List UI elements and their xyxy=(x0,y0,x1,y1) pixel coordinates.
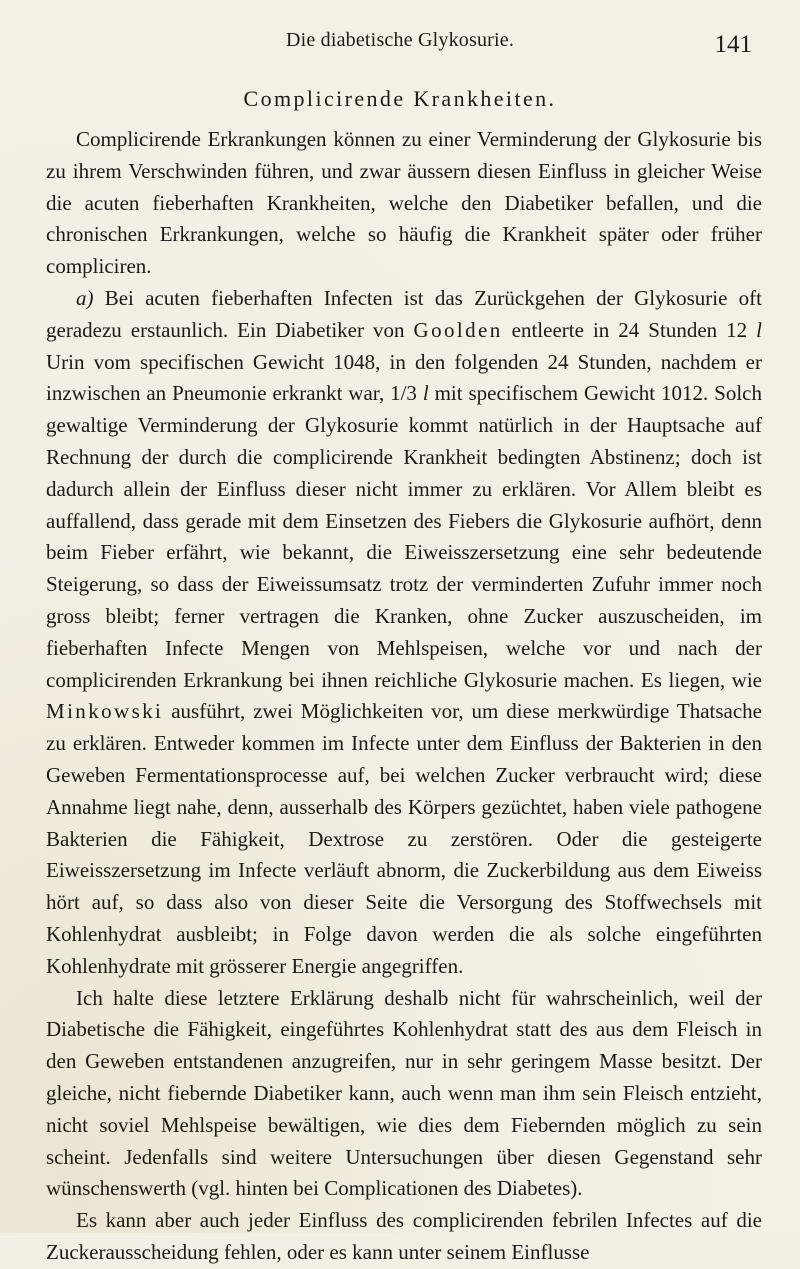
paragraph-4: Es kann aber auch jeder Einfluss des complicirenden febrilen Infectes auf die Zuckerausscheidung fehlen, oder es kann unter seinem Einflusse xyxy=(46,1208,762,1264)
paragraph-2-text-3: Urin vom specifischen Gewicht 1048, in den folgenden 24 Stunden, nachdem er inzwischen an Pneumonie erkrankt war, xyxy=(46,349,762,406)
paragraph-2-text-1: Bei acuten fieberhaften Infecten ist das Zurückgehen der Glykosurie oft geradezu erstaunlich. Ein Diabetiker von xyxy=(46,285,762,342)
unit-liter: l xyxy=(756,317,763,342)
author-name-goolden: Goolden xyxy=(413,317,503,342)
author-name-minkowski: Minkowski xyxy=(46,699,164,724)
section-heading: Complicirende Krankheiten. xyxy=(243,86,557,111)
fraction: 1/3 xyxy=(390,381,417,406)
body-text xyxy=(46,124,762,1269)
paragraph-1: Complicirende Erkrankungen können zu einer Verminderung der Glykosurie bis zu ihrem Verschwinden führen, und zwar äussern diesen Einfluss in gleicher Weise die acuten fieberhaften Krankheiten, welche den Diabetiker befallen, und die chronischen Erkrankungen, welche so häufig die Krankheit später oder früher compliciren. xyxy=(46,127,762,279)
running-title: Die diabetische Glykosurie. xyxy=(285,29,515,51)
paragraph-3: Ich halte diese letztere Erklärung deshalb nicht für wahrscheinlich, weil der Diabetische die Fähigkeit, eingeführtes Kohlenhydrat statt des aus dem Fleisch in den Geweben entstandenen anzugreifen, nur in sehr geringem Masse besitzt. Der gleiche, nicht fiebernde Diabetiker kann, auch wenn man ihm sein Fleisch entzieht, nicht soviel Mehlspeise bewältigen, wie dies dem Fiebernden möglich zu sein scheint. Jedenfalls sind weitere Untersuchungen über diesen Gegenstand sehr wünschenswerth (vgl. hinten bei Complicationen des Diabetes). xyxy=(46,985,762,1201)
paragraph-2 xyxy=(46,283,762,983)
list-marker: a) xyxy=(76,285,94,310)
unit-liter-2: l xyxy=(422,381,429,406)
page-number: 141 xyxy=(714,31,752,58)
paragraph-2-text-5: ausführt, zwei Möglichkeiten vor, um diese merkwürdige Thatsache zu erklären. Entweder kommen im Infecte unter dem Einfluss der Bakterien in den Geweben Fermentationsprocesse auf, bei welchen Zucker verbraucht wird; diese Annahme liegt nahe, denn, ausserhalb des Körpers gezüchtet, haben viele pathogene Bakterien die Fähigkeit, Dextrose zu zerstören. Oder die gesteigerte Eiweisszersetzung im Infecte verläuft abnorm, die Zuckerbildung aus dem Eiweiss hört auf, so dass also von dieser Seite die Versorgung des Stoffwechsels mit Kohlenhydrat ausbleibt; in Folge davon werden die als solche eingeführten Kohlenhydrate mit grösserer Energie angegriffen. xyxy=(46,699,762,978)
running-head xyxy=(0,27,800,63)
paragraph-2-text-2: entleerte in 24 Stunden 12 xyxy=(502,317,757,342)
paragraph-2-text-4: mit specifischem Gewicht 1012. Solch gewaltige Verminderung der Glykosurie kommt natürlich in der Hauptsache auf Rechnung der durch die complicirende Krankheit bedingten Abstinenz; doch ist dadurch allein der Einfluss dieser nicht immer zu erklären. Vor Allem bleibt es auffallend, dass gerade mit dem Einsetzen des Fiebers die Glykosurie aufhört, denn beim Fieber erfährt, wie bekannt, die Eiweisszersetzung eine sehr bedeutende Steigerung, so dass der Eiweissumsatz trotz der verminderten Zufuhr immer noch gross bleibt; ferner vertragen die Kranken, ohne Zucker auszuscheiden, im fieberhaften Infecte Mengen von Mehlspeisen, welche vor und nach der complicirenden Erkrankung bei ihnen reichliche Glykosurie machen. Es liegen, wie xyxy=(46,381,763,692)
